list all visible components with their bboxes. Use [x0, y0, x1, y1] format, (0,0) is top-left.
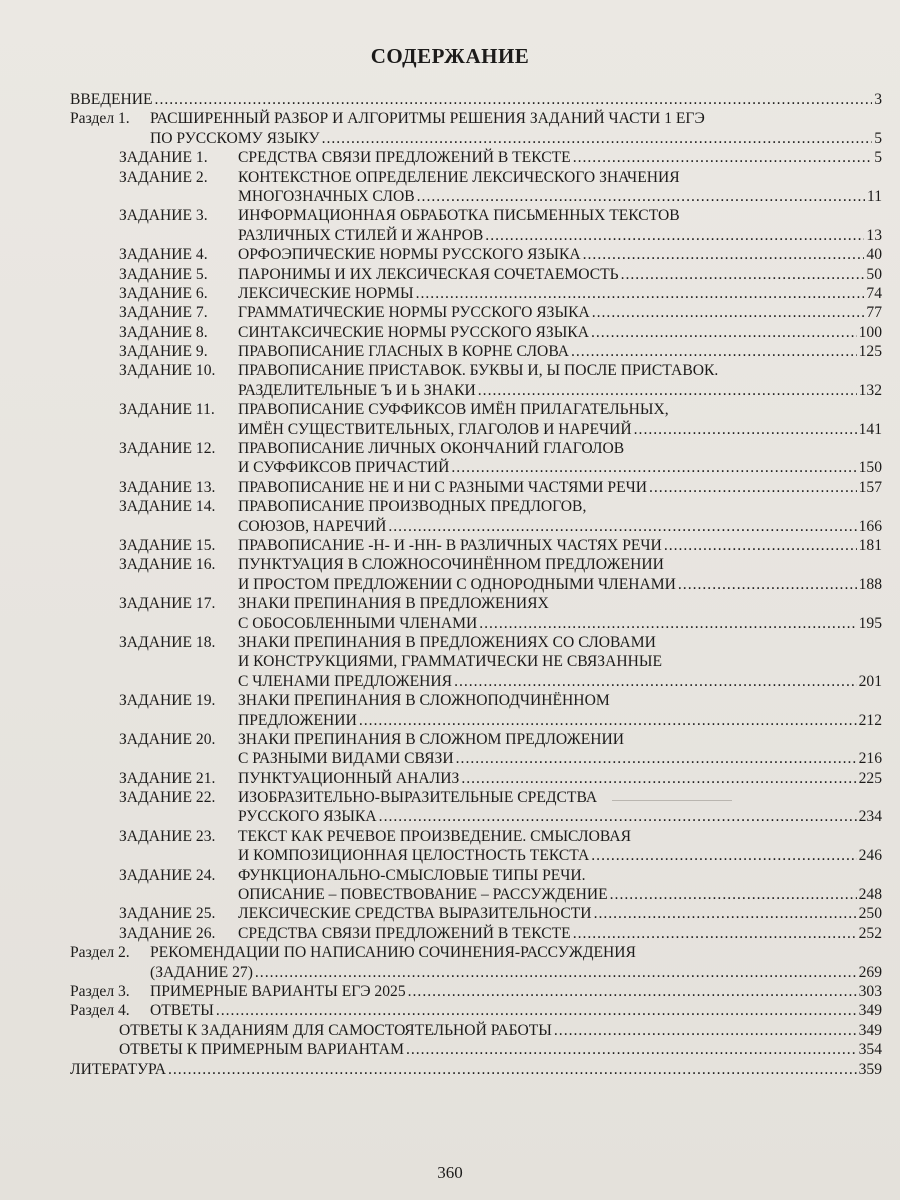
- toc-entry-page: 216: [858, 750, 882, 768]
- toc-entry-line: [70, 90, 882, 109]
- toc-entry-title: (ЗАДАНИЕ 27): [150, 963, 253, 981]
- toc-entry-line: [70, 226, 882, 245]
- toc-entry-prefix: ЗАДАНИЕ 12.: [119, 440, 216, 458]
- toc-entry-row: [238, 711, 882, 730]
- toc-entry-title: СРЕДСТВА СВЯЗИ ПРЕДЛОЖЕНИЙ В ТЕКСТЕ: [238, 149, 571, 167]
- toc-entry-title: КОНТЕКСТНОЕ ОПРЕДЕЛЕНИЕ ЛЕКСИЧЕСКОГО ЗНАЧЕНИЯ: [238, 168, 680, 186]
- toc-entry-prefix: ЗАДАНИЕ 5.: [119, 265, 208, 283]
- toc-entry-line: [70, 497, 882, 516]
- dot-leader: [478, 381, 857, 400]
- toc-entry-title: ПРАВОПИСАНИЕ ГЛАСНЫХ В КОРНЕ СЛОВА: [238, 343, 569, 361]
- divider: [612, 800, 732, 801]
- toc-entry-prefix: ЗАДАНИЕ 17.: [119, 595, 216, 613]
- toc-entry-line: [70, 109, 882, 128]
- dot-leader: [634, 420, 857, 439]
- toc-entry-page: 132: [858, 381, 882, 399]
- toc-entry-line: [70, 265, 882, 284]
- toc-entry-line: [70, 614, 882, 633]
- toc-entry-page: 181: [858, 536, 882, 554]
- toc-entry-line: [70, 1060, 882, 1079]
- toc-entry-row: [238, 381, 882, 400]
- dot-leader: [461, 769, 856, 788]
- toc-entry-row: [238, 458, 882, 477]
- toc-entry-title: ТЕКСТ КАК РЕЧЕВОЕ ПРОИЗВЕДЕНИЕ. СМЫСЛОВАЯ: [238, 827, 631, 845]
- toc-entry-line: [70, 420, 882, 439]
- toc-entry-line: [70, 633, 882, 652]
- toc-entry-prefix: ЗАДАНИЕ 13.: [119, 478, 216, 496]
- toc-entry-title: ЛЕКСИЧЕСКИЕ СРЕДСТВА ВЫРАЗИТЕЛЬНОСТИ: [238, 905, 592, 923]
- dot-leader: [664, 536, 857, 555]
- toc-entry-line: [70, 1001, 882, 1020]
- toc-entry-title: ПРЕДЛОЖЕНИИ: [238, 711, 357, 729]
- toc-entry-page: 100: [858, 323, 882, 341]
- toc-entry-page: 359: [858, 1060, 882, 1078]
- toc-entry-prefix: ЗАДАНИЕ 25.: [119, 905, 216, 923]
- toc-entry-line: [70, 594, 882, 613]
- toc-entry-prefix: Раздел 4.: [70, 1002, 130, 1020]
- toc-entry-title: ПО РУССКОМУ ЯЗЫКУ: [150, 129, 320, 147]
- toc-entry-page: 250: [858, 905, 882, 923]
- toc-entry-prefix: ЗАДАНИЕ 10.: [119, 362, 216, 380]
- toc-entry-page: 252: [858, 924, 882, 942]
- toc-entry-title: РАСШИРЕННЫЙ РАЗБОР И АЛГОРИТМЫ РЕШЕНИЯ ЗАДАНИЙ ЧАСТИ 1 ЕГЭ: [150, 110, 705, 128]
- toc-entry-title: ИЗОБРАЗИТЕЛЬНО-ВЫРАЗИТЕЛЬНЫЕ СРЕДСТВА: [238, 789, 598, 807]
- toc-entry-line: [70, 129, 882, 148]
- toc-entry-line: [70, 1040, 882, 1059]
- dot-leader: [456, 749, 857, 768]
- table-of-contents: [70, 90, 882, 1079]
- toc-entry-title: МНОГОЗНАЧНЫХ СЛОВ: [238, 187, 415, 205]
- toc-entry-title: ОПИСАНИЕ – ПОВЕСТВОВАНИЕ – РАССУЖДЕНИЕ: [238, 886, 608, 904]
- toc-entry-prefix: Раздел 2.: [70, 944, 130, 962]
- dot-leader: [216, 1001, 857, 1020]
- toc-entry-page: 77: [866, 304, 882, 322]
- toc-entry-line: [70, 206, 882, 225]
- dot-leader: [573, 148, 873, 167]
- toc-entry-page: 248: [858, 886, 882, 904]
- toc-entry-row: [238, 924, 882, 943]
- dot-leader: [406, 1040, 857, 1059]
- toc-entry-row: [238, 148, 882, 167]
- toc-entry-page: 201: [858, 672, 882, 690]
- dot-leader: [454, 672, 857, 691]
- toc-entry-line: [70, 730, 882, 749]
- dot-leader: [594, 904, 857, 923]
- toc-entry-row: [70, 90, 882, 109]
- toc-entry-line: [70, 575, 882, 594]
- toc-entry-page: 188: [858, 575, 882, 593]
- toc-entry-prefix: ЗАДАНИЕ 7.: [119, 304, 208, 322]
- toc-entry-row: [238, 420, 882, 439]
- toc-entry-title: ЗНАКИ ПРЕПИНАНИЯ В СЛОЖНОМ ПРЕДЛОЖЕНИИ: [238, 730, 625, 748]
- toc-entry-prefix: ЗАДАНИЕ 2.: [119, 168, 208, 186]
- toc-entry-row: [238, 517, 882, 536]
- toc-entry-title: ЗНАКИ ПРЕПИНАНИЯ В СЛОЖНОПОДЧИНЁННОМ: [238, 692, 610, 710]
- dot-leader: [571, 342, 857, 361]
- toc-entry-page: 303: [858, 982, 882, 1000]
- toc-entry-title: ИНФОРМАЦИОННАЯ ОБРАБОТКА ПИСЬМЕННЫХ ТЕКСТОВ: [238, 207, 680, 225]
- toc-entry-title: ОТВЕТЫ: [150, 1002, 214, 1020]
- toc-entry-page: 269: [858, 963, 882, 981]
- toc-entry-row: [238, 284, 882, 303]
- dot-leader: [379, 807, 857, 826]
- toc-entry-page: 354: [858, 1041, 882, 1059]
- toc-entry-title: ЛИТЕРАТУРА: [70, 1060, 166, 1078]
- toc-entry-prefix: ЗАДАНИЕ 21.: [119, 769, 216, 787]
- toc-entry-line: [70, 536, 882, 555]
- toc-entry-line: [70, 788, 882, 807]
- toc-entry-page: 225: [858, 769, 882, 787]
- toc-entry-prefix: ЗАДАНИЕ 15.: [119, 536, 216, 554]
- toc-entry-title: ПАРОНИМЫ И ИХ ЛЕКСИЧЕСКАЯ СОЧЕТАЕМОСТЬ: [238, 265, 619, 283]
- toc-entry-line: [70, 148, 882, 167]
- toc-entry-row: [238, 807, 882, 826]
- toc-entry-row: [70, 1060, 882, 1079]
- toc-entry-prefix: ЗАДАНИЕ 6.: [119, 284, 208, 302]
- toc-entry-line: [70, 342, 882, 361]
- toc-entry-page: 195: [858, 614, 882, 632]
- toc-entry-prefix: ЗАДАНИЕ 24.: [119, 866, 216, 884]
- toc-entry-row: [238, 575, 882, 594]
- toc-entry-title: ЗНАКИ ПРЕПИНАНИЯ В ПРЕДЛОЖЕНИЯХ: [238, 595, 549, 613]
- dot-leader: [591, 323, 857, 342]
- toc-entry-title: ПУНКТУАЦИЯ В СЛОЖНОСОЧИНЁННОМ ПРЕДЛОЖЕНИИ: [238, 556, 664, 574]
- toc-entry-title: И СУФФИКСОВ ПРИЧАСТИЙ: [238, 459, 450, 477]
- toc-entry-prefix: ЗАДАНИЕ 20.: [119, 730, 216, 748]
- toc-entry-page: 5: [874, 149, 882, 167]
- toc-entry-title: СРЕДСТВА СВЯЗИ ПРЕДЛОЖЕНИЙ В ТЕКСТЕ: [238, 924, 571, 942]
- dot-leader: [573, 924, 857, 943]
- dot-leader: [649, 478, 857, 497]
- toc-entry-line: [70, 400, 882, 419]
- toc-entry-page: 157: [858, 478, 882, 496]
- toc-entry-title: ПРАВОПИСАНИЕ -Н- И -НН- В РАЗЛИЧНЫХ ЧАСТЯХ РЕЧИ: [238, 536, 662, 554]
- page-number: 360: [437, 1163, 463, 1182]
- toc-entry-line: [70, 555, 882, 574]
- toc-entry-page: 246: [858, 847, 882, 865]
- toc-entry-prefix: ЗАДАНИЕ 9.: [119, 343, 208, 361]
- toc-entry-row: [238, 323, 882, 342]
- toc-entry-line: [70, 982, 882, 1001]
- toc-entry-title: ПРИМЕРНЫЕ ВАРИАНТЫ ЕГЭ 2025: [150, 982, 406, 1000]
- toc-entry-title: И ПРОСТОМ ПРЕДЛОЖЕНИИ С ОДНОРОДНЫМИ ЧЛЕНАМИ: [238, 575, 676, 593]
- dot-leader: [168, 1060, 857, 1079]
- page-title: СОДЕРЖАНИЕ: [370, 44, 530, 68]
- toc-entry-line: [70, 846, 882, 865]
- toc-entry-page: 40: [866, 246, 882, 264]
- dot-leader: [417, 187, 865, 206]
- toc-entry-row: [150, 1001, 882, 1020]
- toc-entry-line: [70, 458, 882, 477]
- toc-entry-page: 3: [874, 91, 882, 108]
- toc-entry-title: ФУНКЦИОНАЛЬНО-СМЫСЛОВЫЕ ТИПЫ РЕЧИ.: [238, 866, 586, 884]
- toc-entry-row: [119, 1021, 882, 1040]
- toc-entry-line: [70, 652, 882, 671]
- toc-entry-row: [238, 885, 882, 904]
- toc-entry-title: ПРАВОПИСАНИЕ ПРИСТАВОК. БУКВЫ И, Ы ПОСЛЕ ПРИСТАВОК.: [238, 362, 719, 380]
- toc-entry-row: [238, 226, 882, 245]
- toc-entry-line: [70, 168, 882, 187]
- dot-leader: [583, 245, 865, 264]
- toc-entry-prefix: ЗАДАНИЕ 11.: [119, 401, 215, 419]
- dot-leader: [678, 575, 857, 594]
- toc-entry-prefix: Раздел 3.: [70, 982, 130, 1000]
- toc-entry-line: [70, 885, 882, 904]
- toc-entry-title: ПРАВОПИСАНИЕ НЕ И НИ С РАЗНЫМИ ЧАСТЯМИ РЕЧИ: [238, 478, 647, 496]
- toc-entry-prefix: ЗАДАНИЕ 26.: [119, 924, 216, 942]
- toc-entry-line: [70, 478, 882, 497]
- toc-entry-row: [150, 129, 882, 148]
- toc-entry-title: С ОБОСОБЛЕННЫМИ ЧЛЕНАМИ: [238, 614, 478, 632]
- toc-entry-page: 166: [858, 517, 882, 535]
- toc-entry-title: С РАЗНЫМИ ВИДАМИ СВЯЗИ: [238, 750, 454, 768]
- toc-entry-title: ГРАММАТИЧЕСКИЕ НОРМЫ РУССКОГО ЯЗЫКА: [238, 304, 590, 322]
- toc-entry-title: РУССКОГО ЯЗЫКА: [238, 808, 377, 826]
- toc-entry-row: [238, 265, 882, 284]
- toc-entry-row: [150, 982, 882, 1001]
- toc-entry-prefix: ЗАДАНИЕ 23.: [119, 827, 216, 845]
- toc-entry-page: 234: [858, 808, 882, 826]
- toc-entry-title: СОЮЗОВ, НАРЕЧИЙ: [238, 517, 387, 535]
- toc-entry-line: [70, 361, 882, 380]
- toc-entry-title: И КОНСТРУКЦИЯМИ, ГРАММАТИЧЕСКИ НЕ СВЯЗАННЫЕ: [238, 653, 663, 671]
- toc-entry-page: 125: [858, 343, 882, 361]
- toc-entry-row: [119, 1040, 882, 1059]
- toc-entry-prefix: ЗАДАНИЕ 3.: [119, 207, 208, 225]
- toc-entry-title: ПРАВОПИСАНИЕ СУФФИКСОВ ИМЁН ПРИЛАГАТЕЛЬНЫХ,: [238, 401, 669, 419]
- toc-entry-row: [238, 672, 882, 691]
- toc-entry-line: [70, 323, 882, 342]
- toc-entry-line: [70, 1021, 882, 1040]
- toc-entry-line: [70, 517, 882, 536]
- dot-leader: [554, 1021, 857, 1040]
- toc-entry-prefix: ЗАДАНИЕ 4.: [119, 246, 208, 264]
- toc-entry-line: [70, 924, 882, 943]
- toc-entry-line: [70, 963, 882, 982]
- toc-entry-title: ОТВЕТЫ К ЗАДАНИЯМ ДЛЯ САМОСТОЯТЕЛЬНОЙ РАБОТЫ: [119, 1021, 552, 1039]
- toc-entry-page: 349: [858, 1021, 882, 1039]
- dot-leader: [479, 614, 856, 633]
- dot-leader: [155, 90, 873, 109]
- toc-entry-title: ИМЁН СУЩЕСТВИТЕЛЬНЫХ, ГЛАГОЛОВ И НАРЕЧИЙ: [238, 420, 632, 438]
- dot-leader: [359, 711, 857, 730]
- toc-entry-title: ВВЕДЕНИЕ: [70, 91, 153, 108]
- dot-leader: [388, 517, 856, 536]
- toc-entry-title: ОТВЕТЫ К ПРИМЕРНЫМ ВАРИАНТАМ: [119, 1041, 404, 1059]
- toc-entry-line: [70, 943, 882, 962]
- toc-entry-line: [70, 381, 882, 400]
- dot-leader: [416, 284, 865, 303]
- toc-entry-page: 212: [858, 711, 882, 729]
- toc-entry-page: 141: [858, 420, 882, 438]
- toc-entry-title: И КОМПОЗИЦИОННАЯ ЦЕЛОСТНОСТЬ ТЕКСТА: [238, 847, 590, 865]
- toc-entry-line: [70, 866, 882, 885]
- dot-leader: [451, 458, 856, 477]
- toc-entry-row: [238, 749, 882, 768]
- dot-leader: [322, 129, 873, 148]
- toc-entry-title: ПРАВОПИСАНИЕ ПРОИЗВОДНЫХ ПРЕДЛОГОВ,: [238, 498, 587, 516]
- toc-entry-title: ПРАВОПИСАНИЕ ЛИЧНЫХ ОКОНЧАНИЙ ГЛАГОЛОВ: [238, 440, 625, 458]
- dot-leader: [610, 885, 857, 904]
- toc-entry-prefix: ЗАДАНИЕ 19.: [119, 692, 216, 710]
- toc-entry-title: СИНТАКСИЧЕСКИЕ НОРМЫ РУССКОГО ЯЗЫКА: [238, 323, 589, 341]
- toc-entry-title: РАЗДЕЛИТЕЛЬНЫЕ Ъ И Ь ЗНАКИ: [238, 381, 476, 399]
- toc-entry-line: [70, 904, 882, 923]
- toc-entry-line: [70, 769, 882, 788]
- dot-leader: [408, 982, 857, 1001]
- toc-entry-row: [238, 536, 882, 555]
- toc-entry-row: [238, 614, 882, 633]
- toc-entry-title: ЛЕКСИЧЕСКИЕ НОРМЫ: [238, 284, 414, 302]
- toc-entry-line: [70, 672, 882, 691]
- toc-entry-prefix: ЗАДАНИЕ 1.: [119, 149, 208, 167]
- dot-leader: [592, 303, 865, 322]
- dot-leader: [621, 265, 865, 284]
- toc-entry-line: [70, 439, 882, 458]
- toc-entry-page: 50: [866, 265, 882, 283]
- dot-leader: [591, 846, 856, 865]
- toc-entry-row: [238, 187, 882, 206]
- toc-entry-line: [70, 711, 882, 730]
- toc-entry-row: [150, 963, 882, 982]
- toc-entry-row: [238, 342, 882, 361]
- toc-entry-line: [70, 827, 882, 846]
- toc-entry-title: ПУНКТУАЦИОННЫЙ АНАЛИЗ: [238, 769, 460, 787]
- toc-entry-line: [70, 807, 882, 826]
- dot-leader: [485, 226, 864, 245]
- toc-entry-row: [238, 478, 882, 497]
- toc-entry-row: [238, 904, 882, 923]
- toc-entry-prefix: ЗАДАНИЕ 8.: [119, 323, 208, 341]
- toc-entry-prefix: ЗАДАНИЕ 16.: [119, 556, 216, 574]
- toc-entry-page: 5: [874, 129, 882, 147]
- toc-entry-row: [238, 303, 882, 322]
- toc-entry-title: С ЧЛЕНАМИ ПРЕДЛОЖЕНИЯ: [238, 672, 453, 690]
- toc-entry-page: 11: [866, 187, 882, 205]
- toc-entry-title: ОРФОЭПИЧЕСКИЕ НОРМЫ РУССКОГО ЯЗЫКА: [238, 246, 581, 264]
- toc-entry-page: 349: [858, 1002, 882, 1020]
- toc-entry-prefix: Раздел 1.: [70, 110, 130, 128]
- toc-entry-title: РАЗЛИЧНЫХ СТИЛЕЙ И ЖАНРОВ: [238, 226, 484, 244]
- toc-entry-page: 13: [866, 226, 882, 244]
- toc-entry-prefix: ЗАДАНИЕ 18.: [119, 633, 216, 651]
- toc-entry-title: ЗНАКИ ПРЕПИНАНИЯ В ПРЕДЛОЖЕНИЯХ СО СЛОВАМИ: [238, 633, 656, 651]
- toc-entry-page: 74: [866, 284, 882, 302]
- toc-entry-line: [70, 187, 882, 206]
- toc-entry-line: [70, 303, 882, 322]
- toc-entry-prefix: ЗАДАНИЕ 14.: [119, 498, 216, 516]
- toc-entry-row: [238, 769, 882, 788]
- toc-entry-row: [238, 245, 882, 264]
- toc-entry-page: 150: [858, 459, 882, 477]
- toc-entry-line: [70, 284, 882, 303]
- toc-entry-row: [238, 846, 882, 865]
- toc-entry-line: [70, 691, 882, 710]
- toc-entry-prefix: ЗАДАНИЕ 22.: [119, 789, 216, 807]
- dot-leader: [255, 963, 857, 982]
- toc-entry-line: [70, 749, 882, 768]
- toc-entry-title: РЕКОМЕНДАЦИИ ПО НАПИСАНИЮ СОЧИНЕНИЯ-РАССУЖДЕНИЯ: [150, 944, 636, 962]
- toc-entry-line: [70, 245, 882, 264]
